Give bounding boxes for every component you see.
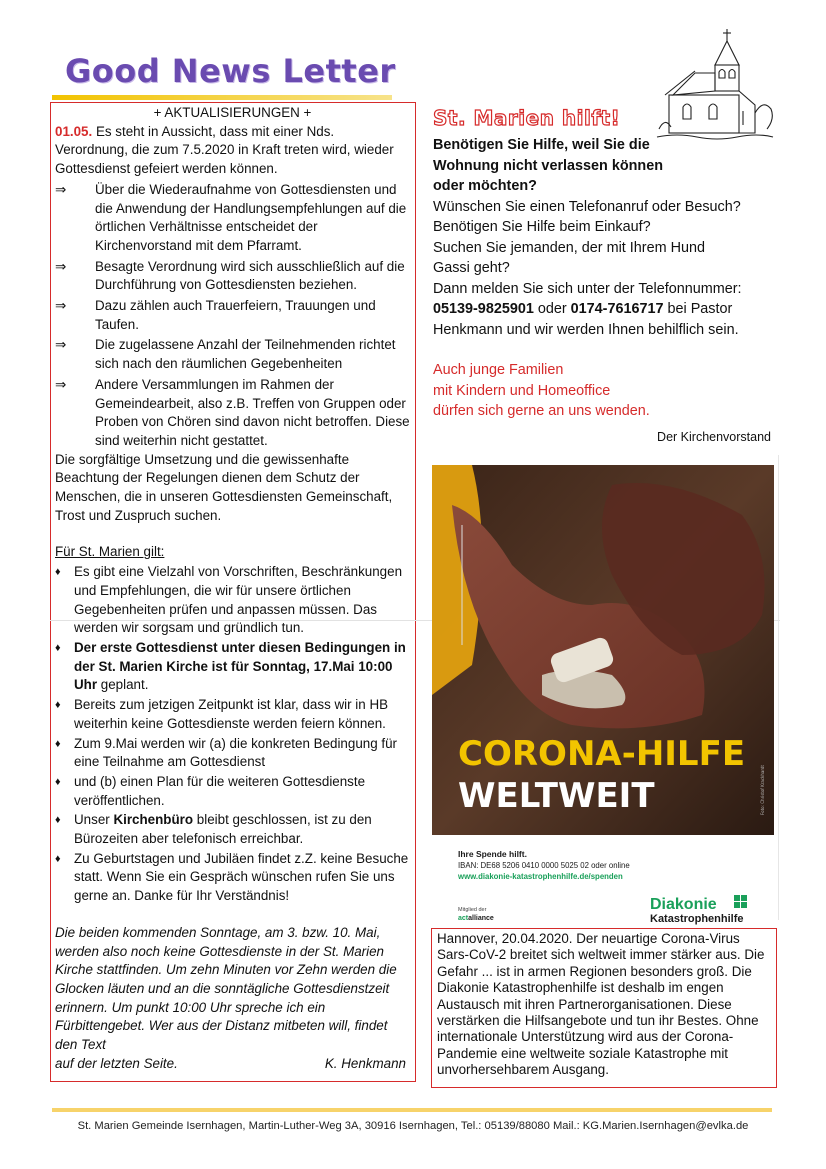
bullet-item-rest: geplant. [97, 677, 149, 693]
arrow-item [55, 376, 410, 451]
arrow-item-text: Die zugelassene Anzahl der Teilnehmenden richtet sich nach den räumlichen Gegebenheiten [95, 337, 396, 372]
diakonie-logo-text: Diakonie [650, 896, 717, 913]
arrow-item [55, 336, 410, 373]
arrow-item-text: Andere Versammlungen im Rahmen der Gemeindearbeit, also z.B. Treffen von Gruppen oder Proben von Chören sind davon nicht betroffen. Diese sind weiterhin nicht gestattet. [95, 376, 410, 448]
poster-headline-1: CORONA-HILFE [458, 734, 746, 774]
diamond-bullet-icon: ♦ [55, 641, 61, 654]
bullet-item [55, 773, 410, 810]
bullet-item-rest: bleibt geschlossen, ist zu den Bürozeiten aber telefonisch erreichbar. [74, 812, 372, 847]
board-signoff: Der Kirchenvorstand [657, 430, 771, 444]
phone-number-2: 0174-7616717 [570, 301, 664, 317]
updates-summary: Die sorgfältige Umsetzung und die gewissenhafte Beachtung der Regelungen dienen dem Schutz der Menschen, die in unseren Gottesdiensten Gemeinschaft, Trost und Zuspruch suchen. [55, 451, 393, 523]
diamond-bullet-icon: ♦ [55, 566, 61, 579]
help-line: Wünschen Sie einen Telefonanruf oder Besuch? [433, 198, 741, 215]
help-title: St. Marien hilft! [433, 106, 621, 130]
bullet-item [55, 850, 410, 906]
help-question: Benötigen Sie Hilfe, weil Sie die Wohnung nicht verlassen können oder möchten? [433, 137, 664, 194]
act-alliance-logo [458, 915, 494, 922]
bullet-item-text [74, 639, 410, 695]
alliance-text: alliance [468, 915, 494, 922]
diamond-bullet-icon: ♦ [55, 814, 61, 827]
updates-intro [55, 123, 410, 179]
masthead-title: Good News Letter [65, 52, 396, 90]
katastrophenhilfe-logo-text: Katastrophenhilfe [650, 913, 744, 925]
help-contact-rest: bei Pastor Henkmann und wir werden Ihnen behilflich sein. [433, 301, 739, 338]
arrow-item-text: Über die Wiederaufnahme von Gottesdiensten und die Anwendung der Handlungsempfehlungen auf die örtlichen Verhältnisse entscheidet der Kirchenvorstand mit dem Pfarramt. [95, 181, 407, 253]
bullet-item-text: Zum 9.Mai werden wir (a) die konkreten Bedingung für eine Teilnahme am Gottesdienst [74, 735, 398, 770]
donation-url: www.diakonie-katastrophenhilfe.de/spenden [458, 872, 623, 881]
masthead-underline [52, 95, 392, 100]
footer-contact: St. Marien Gemeinde Isernhagen, Martin-Luther-Weg 3A, 30916 Isernhagen, Tel.: 05139/88080 Mail.: KG.Marien.Isernhagen@evlka.de [77, 1120, 749, 1132]
help-section [433, 135, 778, 422]
arrow-icon: ⇒ [55, 298, 67, 314]
arrow-item [55, 297, 410, 334]
families-line: Auch junge Familien [433, 362, 564, 378]
divider-line-vertical [778, 455, 779, 920]
updates-heading: + AKTUALISIERUNGEN + [153, 105, 312, 120]
bullet-item-text: Es gibt eine Vielzahl von Vorschriften, Beschränkungen und Empfehlungen, die wir für unsere örtlichen Gegebenheiten prüfen und anpassen müssen. Das werden wir sorgsam und gründlich tun. [74, 564, 403, 636]
help-contact [433, 299, 768, 340]
poster-headline-2: WELTWEIT [458, 776, 655, 816]
arrow-icon: ⇒ [55, 337, 67, 353]
church-drawing-icon [655, 25, 775, 143]
bullet-item [55, 639, 410, 695]
families-line: dürfen sich gerne an uns wenden. [433, 403, 650, 419]
diamond-bullet-icon: ♦ [55, 699, 61, 712]
bullet-item [55, 735, 410, 772]
bullet-item [55, 696, 410, 733]
updates-date: 01.05. [55, 123, 93, 139]
st-marien-subheading: Für St. Marien gilt: [55, 544, 165, 560]
help-line: Suchen Sie jemanden, der mit Ihrem Hund Gassi geht? [433, 239, 705, 276]
arrow-item [55, 258, 410, 295]
updates-intro-text: Es steht in Aussicht, dass mit einer Nds. Verordnung, die zum 7.5.2020 in Kraft treten wird, wieder Gottesdienst gefeiert werden können. [55, 123, 394, 177]
diamond-bullet-icon: ♦ [55, 775, 61, 788]
diamond-bullet-icon: ♦ [55, 737, 61, 750]
closing-signature-row [55, 1055, 410, 1074]
first-service-date: Der erste Gottesdienst unter diesen Bedingungen in der St. Marien Kirche ist für Sonntag, 17.Mai 10:00 Uhr [74, 639, 406, 693]
phone-number-1: 05139-9825901 [433, 301, 534, 317]
bullet-item-text: Bereits zum jetzigen Zeitpunkt ist klar, dass wir in HB weiterhin keine Gottesdienste werden feiern können. [74, 697, 389, 731]
news-paragraph: Hannover, 20.04.2020. Der neuartige Corona-Virus Sars-CoV-2 breitet sich weltweit immer stärker aus. Die Gefahr ... ist in armen Regionen besonders groß. Die Diakonie Katastrophenhilfe ist deshalb im engen Austausch mit ihren Partnerorganisationen. Diese verstärken die Hilfsangebote und tun ihr Bestes. Ohne internationale Unterstützung wird aus der Corona-Pandemie eine weltweite soziale Katastrophe mit unvorhersehbarem Ausgang. [437, 931, 765, 1078]
bullet-item [55, 563, 410, 638]
arrow-item-text: Dazu zählen auch Trauerfeiern, Trauungen und Taufen. [95, 298, 376, 332]
donation-title: Ihre Spende hilft. [458, 849, 527, 859]
donation-iban: IBAN: DE68 5206 0410 0000 5025 02 oder online [458, 861, 630, 870]
help-line: Benötigen Sie Hilfe beim Einkauf? [433, 219, 651, 235]
member-label: Mitglied der [458, 907, 487, 913]
help-or: oder [533, 301, 571, 317]
author-signature: K. Henkmann [324, 1055, 406, 1071]
office-label: Kirchenbüro [113, 812, 194, 828]
act-text: act [458, 915, 469, 922]
help-line: Dann melden Sie sich unter der Telefonnummer: [433, 280, 742, 297]
bullet-item-text: Zu Geburtstagen und Jubiläen findet z.Z. keine Besuche statt. Wenn Sie ein Gespräch wünschen rufen Sie uns gerne an. Danke für Ihr Verständnis! [74, 850, 409, 904]
closing-paragraph: Die beiden kommenden Sonntage, am 3. bzw. 10. Mai, werden also noch keine Gottesdienste in der St. Marien Kirche stattfinden. Um zehn Minuten vor Zehn werden die Glocken läuten und an die sonntägliche Gottesdienstzeit erinnern. Um punkt 10:00 Uhr spreche ich ein Fürbittengebet. Wer aus der Distanz mitbeten will, findet den Text [55, 924, 397, 1053]
poster-photo-credit: Foto: Christof Krackhardt [760, 764, 765, 815]
families-line: mit Kindern und Homeoffice [433, 382, 611, 399]
closing-last-line: auf der letzten Seite. [55, 1055, 178, 1071]
bullet-item-pre: Unser [74, 812, 114, 828]
arrow-item [55, 181, 410, 256]
diamond-bullet-icon: ♦ [55, 852, 61, 865]
arrow-item-text: Besagte Verordnung wird sich ausschließlich auf die Durchführung von Gottesdiensten beziehen. [95, 258, 405, 293]
bullet-item [55, 811, 410, 848]
arrow-icon: ⇒ [55, 181, 67, 197]
bullet-item-text: und (b) einen Plan für die weiteren Gottesdienste veröffentlichen. [74, 773, 366, 808]
corona-aid-poster [432, 465, 774, 925]
footer-rule [52, 1108, 772, 1112]
bullet-item-text [74, 811, 410, 848]
arrow-icon: ⇒ [55, 258, 67, 274]
arrow-icon: ⇒ [55, 376, 67, 392]
updates-section [55, 104, 410, 1073]
